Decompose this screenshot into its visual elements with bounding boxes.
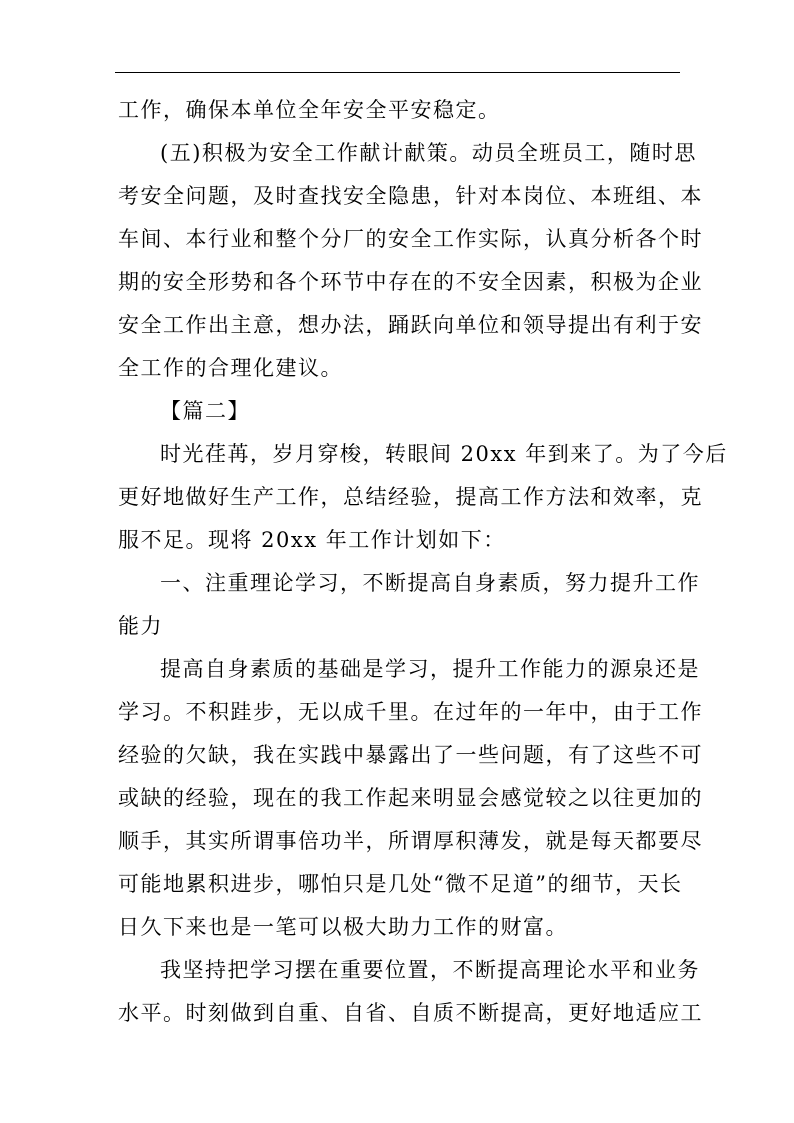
document-body <box>118 89 728 1035</box>
text-line: 可能地累积进步，哪怕只是几处“微不足道”的细节，天长 <box>118 872 683 896</box>
text-line: 服不足。现将 20xx 年工作计划如下： <box>118 528 506 552</box>
text-line: 时光荏苒，岁月穿梭，转眼间 20xx 年到来了。为了今后 <box>160 442 728 466</box>
text-line: 一、注重理论学习，不断提高自身素质，努力提升工作 <box>160 571 700 595</box>
text-line: 能力 <box>118 614 163 638</box>
text-line: 全工作的合理化建议。 <box>118 356 343 380</box>
text-line: 工作，确保本单位全年安全平安稳定。 <box>118 98 501 122</box>
text-line: 【篇二】 <box>160 399 250 423</box>
text-line: 考安全问题，及时查找安全隐患，针对本岗位、本班组、本 <box>118 184 703 208</box>
text-line: 车间、本行业和整个分厂的安全工作实际，认真分析各个时 <box>118 227 703 251</box>
header-rule <box>115 72 680 73</box>
text-line: 顺手，其实所谓事倍功半，所谓厚积薄发，就是每天都要尽 <box>118 829 703 853</box>
text-line: 更好地做好生产工作，总结经验，提高工作方法和效率，克 <box>118 485 703 509</box>
text-line: 学习。不积跬步，无以成千里。在过年的一年中，由于工作 <box>118 700 703 724</box>
text-line: 或缺的经验，现在的我工作起来明显会感觉较之以往更加的 <box>118 786 703 810</box>
text-line: 我坚持把学习摆在重要位置，不断提高理论水平和业务 <box>160 958 700 982</box>
text-line: 经验的欠缺，我在实践中暴露出了一些问题，有了这些不可 <box>118 743 703 767</box>
text-line: 日久下来也是一笔可以极大助力工作的财富。 <box>118 915 568 939</box>
text-line: 提高自身素质的基础是学习，提升工作能力的源泉还是 <box>160 657 700 681</box>
text-line: 期的安全形势和各个环节中存在的不安全因素，积极为企业 <box>118 270 703 294</box>
text-line: 水平。时刻做到自重、自省、自质不断提高，更好地适应工 <box>118 1001 703 1025</box>
text-line: 安全工作出主意，想办法，踊跃向单位和领导提出有利于安 <box>118 313 703 337</box>
text-line: (五)积极为安全工作献计献策。动员全班员工，随时思 <box>160 141 697 165</box>
